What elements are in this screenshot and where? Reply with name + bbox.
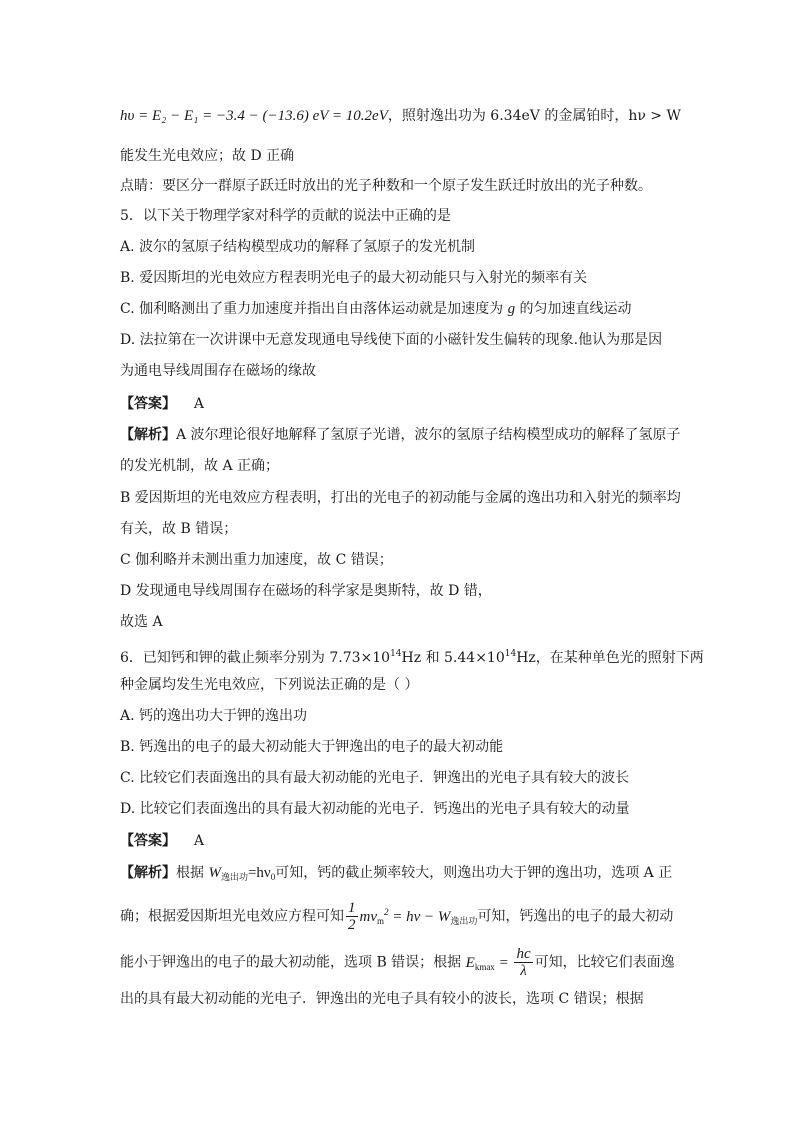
exponent: 14 [390,649,402,659]
analysis-6-line-3 [120,946,680,979]
answer-label: 【答案】 [120,396,176,412]
analysis-text: 确；根据爱因斯坦光电效应方程可知 [120,908,344,925]
q6-text-end: Hz，在某种单色光的照射下两 [516,650,704,666]
photon-energy-equation: hυ = E₂ − E₁ = −3.4 − (−13.6) eV = 10.2eV [120,108,388,124]
w-subscript: 逸出功 [450,915,478,926]
question-5-option-d-cont: 为通电导线周围存在磁场的缘故 [120,363,316,379]
analysis-6-line-2 [120,900,680,933]
exponent: 14 [504,649,517,659]
analysis-5-line-6: D 发现通电导线周围存在磁场的科学家是奥斯特，故 D 错， [120,583,492,599]
line-text: ，照射逸出功为 6.34eV 的金属铂时，hν > W [387,108,681,124]
question-5-option-b: B. 爱因斯坦的光电效应方程表明光电子的最大初动能只与入射光的频率有关 [120,270,588,286]
analysis-label: 【解析】 [120,865,176,881]
option-c-text: C. 伽利略测出了重力加速度并指出自由落体运动就是加速度为 [120,301,508,317]
answer-label: 【答案】 [120,833,176,849]
analysis-label: 【解析】 [120,427,176,443]
fraction-numerator: hc [516,946,531,962]
equation-part: =hν [247,865,271,881]
analysis-text: 根据 [176,865,209,881]
question-5-stem: 5．以下关于物理学家对科学的贡献的说法中正确的是 [120,208,451,224]
equals-sign: = [494,954,513,971]
w-subscript: 逸出功 [220,872,248,882]
analysis-5-line-1 [120,425,680,445]
fraction-denominator: λ [520,963,527,979]
analysis-5-line-7: 故选 A [120,614,163,630]
fraction-half [346,900,358,933]
analysis-5-line-5: C 伽利略并未测出重力加速度，故 C 错误； [120,552,393,568]
work-function-symbol [208,865,275,881]
gravity-symbol: g [507,301,516,317]
answer-5 [120,394,680,414]
question-6-option-a: A. 钙的逸出功大于钾的逸出功 [120,708,308,724]
answer-value: A [193,833,204,849]
w-symbol: W [208,865,221,881]
q6-text-mid: Hz 和 5.44×10 [401,650,505,666]
equation-part: = hν − W [388,908,451,925]
analysis-text-end: 可知，钙逸出的电子的最大初动 [477,908,674,925]
question-6-option-c: C. 比较它们表面逸出的具有最大初动能的光电子．钾逸出的光电子具有较大的波长 [120,770,630,786]
analysis-5-line-2: 的发光机制，故 A 正确； [120,458,280,474]
answer-6 [120,831,680,851]
square-exponent: 2 [384,906,389,917]
e-symbol: E [465,954,475,971]
nu-subscript: 0 [270,872,276,882]
question-6-option-b: B. 钙逸出的电子的最大初动能大于钾逸出的电子的最大初动能 [120,739,504,755]
equation-line [120,104,680,128]
question-6-option-d: D. 比较它们表面逸出的具有最大初动能的光电子．钙逸出的光电子具有较大的动量 [120,801,630,817]
kinetic-energy-equation [359,906,478,926]
answer-value: A [193,396,204,412]
analysis-text: A 波尔理论很好地解释了氢原子光谱，波尔的氢原子结构模型成功的解释了氢原子 [176,427,681,443]
m-subscript: m [377,915,385,926]
question-6-stem-cont: 种金属均发生光电效应，下列说法正确的是（ ） [120,677,419,693]
question-5-option-a: A. 波尔的氢原子结构模型成功的解释了氢原子的发光机制 [120,239,476,255]
fraction-numerator: 1 [348,900,356,916]
question-6-stem [120,644,704,668]
fraction-hc-lambda [514,946,532,979]
tip-line: 点睛：要区分一群原子跃迁时放出的光子种数和一个原子发生跃迁时放出的光子种数。 [120,178,652,194]
analysis-text: 能小于钾逸出的电子的最大初动能，选项 B 错误；根据 [120,954,466,971]
max-energy-symbol [466,955,513,971]
analysis-text-end: 可知，钙的截止频率较大，则逸出功大于钾的逸出功，选项 A 正 [275,865,673,881]
analysis-5-line-4: 有关，故 B 错误； [120,521,238,537]
question-5-option-c [120,299,680,319]
analysis-6-line-4: 出的具有最大初动能的光电子．钾逸出的光电子具有较小的波长，选项 C 错误；根据 [120,991,644,1007]
analysis-6-line-1 [120,863,680,887]
mv-symbol: mv [359,908,377,925]
q6-text: 6．已知钙和钾的截止频率分别为 7.73×10 [120,650,391,666]
analysis-5-line-3: B 爱因斯坦的光电效应方程表明，打出的光电子的初动能与金属的逸出功和入射光的频率均 [120,490,681,506]
paragraph-line: 能发生光电效应；故 D 正确 [120,148,295,164]
ekmax-subscript: kmax [474,961,495,972]
option-c-text-end: 的匀加速直线运动 [515,301,632,317]
fraction-denominator: 2 [348,917,356,933]
analysis-text-end: 可知，比较它们表面逸 [534,954,675,971]
question-5-option-d: D. 法拉第在一次讲课中无意发现通电导线使下面的小磁针发生偏转的现象.他认为那是因 [120,332,663,348]
